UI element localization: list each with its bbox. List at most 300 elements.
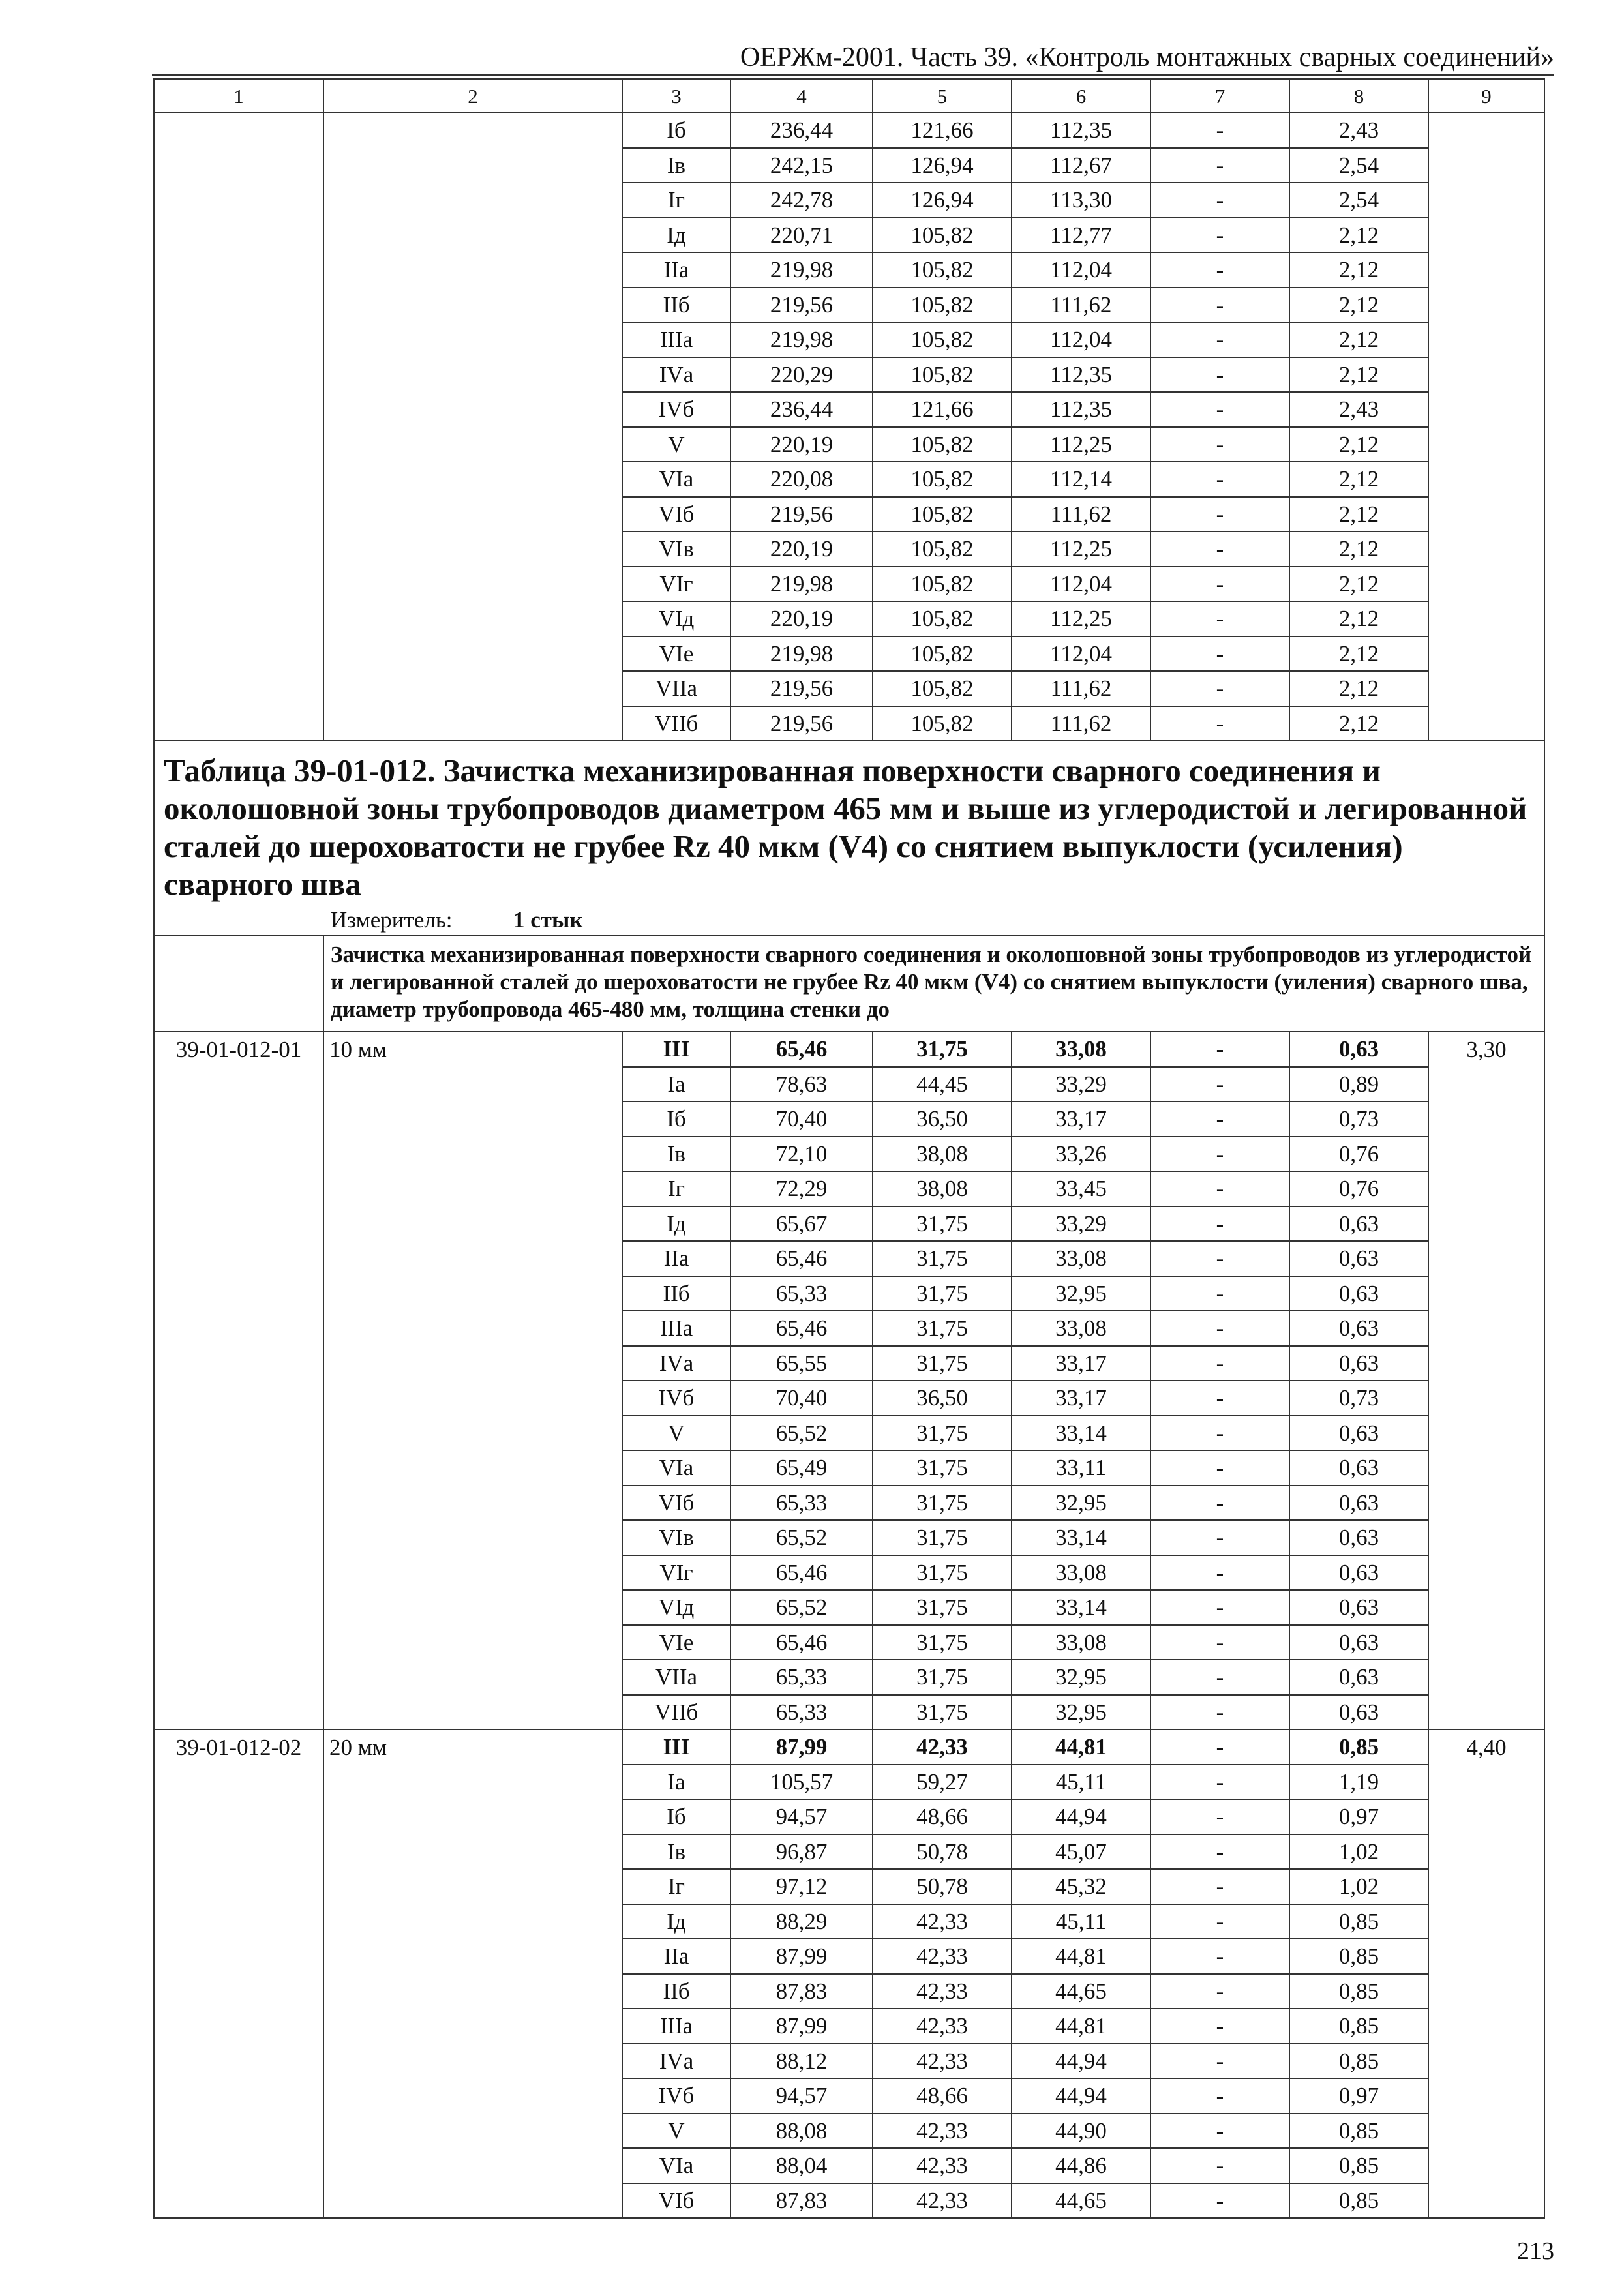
value-cell: 220,08 (730, 462, 873, 497)
value-cell: 88,04 (730, 2148, 873, 2183)
row-category: VIIа (622, 1660, 730, 1695)
row-category: IVа (622, 2044, 730, 2079)
value-cell: 0,63 (1289, 1486, 1428, 1521)
value-cell: - (1150, 288, 1289, 323)
value-cell: - (1150, 601, 1289, 636)
row-category: VIIа (622, 671, 730, 706)
column-number-row (154, 79, 1544, 113)
value-cell: - (1150, 1869, 1289, 1904)
row-category: Iг (622, 183, 730, 218)
value-cell: 42,33 (873, 1974, 1012, 2009)
row-category: VIг (622, 1555, 730, 1591)
row-category: Iа (622, 1765, 730, 1800)
row-category: IIIа (622, 2009, 730, 2044)
value-cell: 44,86 (1012, 2148, 1150, 2183)
value-cell: - (1150, 1520, 1289, 1555)
value-cell: 219,56 (730, 288, 873, 323)
value-cell: 87,99 (730, 2009, 873, 2044)
value-cell: 36,50 (873, 1101, 1012, 1137)
value-cell: - (1150, 1660, 1289, 1695)
value-cell: - (1150, 427, 1289, 462)
value-cell: 42,33 (873, 2114, 1012, 2149)
column-number: 7 (1150, 79, 1289, 113)
value-cell: 2,12 (1289, 671, 1428, 706)
value-cell: 0,63 (1289, 1241, 1428, 1276)
value-cell: - (1150, 462, 1289, 497)
value-cell: 33,14 (1012, 1590, 1150, 1625)
column-number: 6 (1012, 79, 1150, 113)
value-cell: - (1150, 1765, 1289, 1800)
value-cell: 65,52 (730, 1520, 873, 1555)
value-cell: - (1150, 1101, 1289, 1137)
value-cell: 31,75 (873, 1520, 1012, 1555)
value-cell: 112,35 (1012, 392, 1150, 427)
value-cell: - (1150, 2183, 1289, 2219)
value-cell: - (1150, 1486, 1289, 1521)
table-title: Таблица 39-01-012. Зачистка механизированная поверхности сварного соединения и околошовной зоны трубопроводов диаметром 465 мм и выше из углеродистой и легированной сталей до шероховатости не грубее Rz 40 мкм (V4) со снятием выпуклости (усиления) сварного шва (164, 753, 1527, 902)
row-category: IVб (622, 2078, 730, 2114)
value-cell: 2,12 (1289, 322, 1428, 357)
value-cell: - (1150, 706, 1289, 741)
value-cell: 33,11 (1012, 1450, 1150, 1486)
row-category: Iг (622, 1171, 730, 1206)
value-cell: 72,10 (730, 1137, 873, 1172)
value-cell: 44,94 (1012, 2044, 1150, 2079)
row-category: IIб (622, 1276, 730, 1311)
value-cell: 2,12 (1289, 288, 1428, 323)
value-cell: 105,82 (873, 322, 1012, 357)
value-cell: 113,30 (1012, 183, 1150, 218)
value-cell: 42,33 (873, 2044, 1012, 2079)
value-cell: - (1150, 1625, 1289, 1660)
value-cell: 88,29 (730, 1904, 873, 1939)
value-cell: 0,85 (1289, 2148, 1428, 2183)
value-cell: 42,33 (873, 1939, 1012, 1974)
value-cell: 31,75 (873, 1206, 1012, 1242)
value-cell: 0,85 (1289, 1939, 1428, 1974)
description-code-empty (154, 935, 323, 1032)
value-cell: 31,75 (873, 1416, 1012, 1451)
value-cell: 219,56 (730, 706, 873, 741)
meter-value: 1 стык (513, 907, 583, 933)
row-category: IVа (622, 357, 730, 393)
value-cell: 50,78 (873, 1869, 1012, 1904)
row-category: VIIб (622, 1695, 730, 1730)
row-category: IVа (622, 1346, 730, 1381)
header-rule (152, 74, 1554, 76)
wall-thickness: 20 мм (323, 1729, 622, 2218)
value-cell: 0,85 (1289, 1974, 1428, 2009)
value-cell: 44,65 (1012, 1974, 1150, 2009)
value-cell: 42,33 (873, 2183, 1012, 2219)
value-cell: 112,14 (1012, 462, 1150, 497)
value-cell: 2,12 (1289, 462, 1428, 497)
value-cell: 2,54 (1289, 183, 1428, 218)
value-cell: 33,08 (1012, 1032, 1150, 1067)
value-cell: - (1150, 567, 1289, 602)
value-cell: 44,81 (1012, 1729, 1150, 1765)
value-cell: - (1150, 1241, 1289, 1276)
value-cell: 65,46 (730, 1555, 873, 1591)
value-cell: - (1150, 1137, 1289, 1172)
row-category: IIб (622, 1974, 730, 2009)
value-cell: 33,08 (1012, 1625, 1150, 1660)
wall-thickness: 10 мм (323, 1032, 622, 1729)
value-cell: 36,50 (873, 1381, 1012, 1416)
value-cell: 0,63 (1289, 1276, 1428, 1311)
value-cell: 44,81 (1012, 2009, 1150, 2044)
value-cell: - (1150, 1729, 1289, 1765)
value-cell: 44,90 (1012, 2114, 1150, 2149)
row-category: Iв (622, 1834, 730, 1870)
column-number: 3 (622, 79, 730, 113)
value-cell: 65,33 (730, 1695, 873, 1730)
value-cell: 219,56 (730, 497, 873, 532)
value-cell: 48,66 (873, 2078, 1012, 2114)
row-category: IVб (622, 392, 730, 427)
row-category: V (622, 2114, 730, 2149)
value-cell: - (1150, 1590, 1289, 1625)
value-cell: 111,62 (1012, 706, 1150, 741)
value-cell: 112,35 (1012, 113, 1150, 148)
value-cell: - (1150, 183, 1289, 218)
row-category: Iг (622, 1869, 730, 1904)
value-cell: 45,11 (1012, 1765, 1150, 1800)
column-number: 2 (323, 79, 622, 113)
value-cell: 105,82 (873, 288, 1012, 323)
value-cell: 2,12 (1289, 531, 1428, 567)
value-cell: 220,29 (730, 357, 873, 393)
value-cell: 87,99 (730, 1729, 873, 1765)
value-cell: 32,95 (1012, 1695, 1150, 1730)
value-cell: 112,25 (1012, 601, 1150, 636)
value-cell: 236,44 (730, 392, 873, 427)
value-cell: 32,95 (1012, 1276, 1150, 1311)
value-cell: 105,82 (873, 706, 1012, 741)
value-cell: 50,78 (873, 1834, 1012, 1870)
value-cell: 88,08 (730, 2114, 873, 2149)
value-cell: - (1150, 252, 1289, 288)
value-cell: 0,89 (1289, 1067, 1428, 1102)
value-cell: 2,12 (1289, 567, 1428, 602)
value-cell: 70,40 (730, 1101, 873, 1137)
row-category: VIб (622, 2183, 730, 2219)
column-number: 9 (1428, 79, 1544, 113)
value-cell: 31,75 (873, 1346, 1012, 1381)
running-header: ОЕРЖм-2001. Часть 39. «Контроль монтажных сварных соединений» (740, 42, 1554, 72)
row-category: VIд (622, 1590, 730, 1625)
row-category: VIа (622, 462, 730, 497)
value-cell: 2,12 (1289, 497, 1428, 532)
value-cell: 1,02 (1289, 1869, 1428, 1904)
value-cell: 31,75 (873, 1695, 1012, 1730)
value-cell: 0,63 (1289, 1032, 1428, 1067)
row-category: VIв (622, 1520, 730, 1555)
value-cell: 45,07 (1012, 1834, 1150, 1870)
value-cell: 31,75 (873, 1241, 1012, 1276)
column-number: 8 (1289, 79, 1428, 113)
value-cell: - (1150, 392, 1289, 427)
value-cell: 65,46 (730, 1311, 873, 1346)
value-cell: 0,63 (1289, 1660, 1428, 1695)
value-cell: 112,25 (1012, 427, 1150, 462)
value-cell: - (1150, 531, 1289, 567)
value-cell: 0,85 (1289, 2009, 1428, 2044)
column-number: 4 (730, 79, 873, 113)
page-number: 213 (1517, 2237, 1554, 2265)
value-cell: 65,33 (730, 1486, 873, 1521)
value-cell: 70,40 (730, 1381, 873, 1416)
row-category: V (622, 1416, 730, 1451)
value-cell: 111,62 (1012, 671, 1150, 706)
value-cell: 220,19 (730, 531, 873, 567)
value-cell: - (1150, 1032, 1289, 1067)
row-category: IIа (622, 1241, 730, 1276)
value-cell: 2,12 (1289, 636, 1428, 672)
row-category: IIIа (622, 1311, 730, 1346)
value-cell: - (1150, 1799, 1289, 1834)
value-cell: 105,82 (873, 497, 1012, 532)
value-cell: 0,63 (1289, 1416, 1428, 1451)
value-cell: 31,75 (873, 1276, 1012, 1311)
value-cell: 105,82 (873, 601, 1012, 636)
value-cell: 242,78 (730, 183, 873, 218)
value-cell: 65,55 (730, 1346, 873, 1381)
value-cell: 31,75 (873, 1660, 1012, 1695)
value-cell: - (1150, 1450, 1289, 1486)
value-cell: 0,63 (1289, 1520, 1428, 1555)
value-cell: 42,33 (873, 2009, 1012, 2044)
value-cell: 112,35 (1012, 357, 1150, 393)
rate-code: 39-01-012-02 (154, 1729, 323, 2218)
meter-label: Измеритель: (331, 907, 453, 933)
value-cell: 33,14 (1012, 1416, 1150, 1451)
value-cell: - (1150, 113, 1289, 148)
value-cell: 112,04 (1012, 567, 1150, 602)
value-cell: 105,82 (873, 531, 1012, 567)
value-cell: 33,08 (1012, 1311, 1150, 1346)
value-cell: 44,65 (1012, 2183, 1150, 2219)
value-cell: - (1150, 148, 1289, 183)
value-cell: 0,85 (1289, 1904, 1428, 1939)
value-cell: - (1150, 2114, 1289, 2149)
value-cell: 32,95 (1012, 1486, 1150, 1521)
value-cell: 112,04 (1012, 636, 1150, 672)
value-cell: 59,27 (873, 1765, 1012, 1800)
value-cell: 48,66 (873, 1799, 1012, 1834)
labor-norm: 3,30 (1428, 1032, 1544, 1729)
value-cell: 0,85 (1289, 2183, 1428, 2219)
value-cell: 0,63 (1289, 1695, 1428, 1730)
value-cell: 0,97 (1289, 1799, 1428, 1834)
value-cell: 0,63 (1289, 1206, 1428, 1242)
row-category: VIд (622, 601, 730, 636)
value-cell: 2,43 (1289, 392, 1428, 427)
value-cell: - (1150, 1346, 1289, 1381)
column-number: 5 (873, 79, 1012, 113)
row-category: IVб (622, 1381, 730, 1416)
row-category: Iв (622, 1137, 730, 1172)
value-cell: 112,04 (1012, 322, 1150, 357)
value-cell: 105,57 (730, 1765, 873, 1800)
row-category: IIIа (622, 322, 730, 357)
value-cell: 65,46 (730, 1032, 873, 1067)
value-cell: - (1150, 218, 1289, 253)
value-cell: 105,82 (873, 636, 1012, 672)
value-cell: 236,44 (730, 113, 873, 148)
value-cell: 0,76 (1289, 1171, 1428, 1206)
table-row (154, 1729, 1544, 1765)
value-cell: 0,73 (1289, 1381, 1428, 1416)
row-category: IIб (622, 288, 730, 323)
value-cell: - (1150, 1555, 1289, 1591)
meter (164, 906, 1539, 935)
value-cell: 2,43 (1289, 113, 1428, 148)
value-cell: - (1150, 1939, 1289, 1974)
row-category: VIIб (622, 706, 730, 741)
value-cell: - (1150, 636, 1289, 672)
value-cell: 65,67 (730, 1206, 873, 1242)
row-category: Iд (622, 218, 730, 253)
value-cell: 111,62 (1012, 497, 1150, 532)
value-cell: 105,82 (873, 462, 1012, 497)
value-cell: 65,49 (730, 1450, 873, 1486)
value-cell: 0,97 (1289, 2078, 1428, 2114)
value-cell: 112,25 (1012, 531, 1150, 567)
row-category: VIв (622, 531, 730, 567)
value-cell: 33,29 (1012, 1067, 1150, 1102)
value-cell: 0,76 (1289, 1137, 1428, 1172)
value-cell: 87,83 (730, 2183, 873, 2219)
value-cell: 33,45 (1012, 1171, 1150, 1206)
value-cell: 31,75 (873, 1311, 1012, 1346)
value-cell: 219,98 (730, 322, 873, 357)
row-category: VIе (622, 636, 730, 672)
value-cell: 2,12 (1289, 252, 1428, 288)
value-cell: 42,33 (873, 1729, 1012, 1765)
labor-norm: 4,40 (1428, 1729, 1544, 2218)
value-cell: - (1150, 2148, 1289, 2183)
value-cell: 87,83 (730, 1974, 873, 2009)
value-cell: 121,66 (873, 392, 1012, 427)
row-category: Iб (622, 113, 730, 148)
description-text: Зачистка механизированная поверхности сварного соединения и околошовной зоны трубопроводов из углеродистой и легированной сталей до шероховатости не грубее Rz 40 мкм (V4) со снятием выпуклости (уиления) сварного шва, диаметр трубопровода 465-480 мм, толщина стенки до (323, 935, 1544, 1032)
value-cell: 45,32 (1012, 1869, 1150, 1904)
value-cell: 0,85 (1289, 2044, 1428, 2079)
row-category: III (622, 1032, 730, 1067)
value-cell: 38,08 (873, 1137, 1012, 1172)
value-cell: 121,66 (873, 113, 1012, 148)
value-cell: 105,82 (873, 218, 1012, 253)
row-category: Iд (622, 1904, 730, 1939)
value-cell: 42,33 (873, 2148, 1012, 2183)
value-cell: 2,12 (1289, 357, 1428, 393)
value-cell: 33,17 (1012, 1101, 1150, 1137)
value-cell: 0,63 (1289, 1346, 1428, 1381)
value-cell: 220,19 (730, 427, 873, 462)
row-category: Iб (622, 1799, 730, 1834)
value-cell: 0,85 (1289, 1729, 1428, 1765)
value-cell: 219,98 (730, 252, 873, 288)
value-cell: 219,56 (730, 671, 873, 706)
row-category: VIа (622, 1450, 730, 1486)
value-cell: 33,17 (1012, 1381, 1150, 1416)
value-cell: 31,75 (873, 1032, 1012, 1067)
value-cell: - (1150, 1974, 1289, 2009)
value-cell: - (1150, 1171, 1289, 1206)
value-cell: 31,75 (873, 1590, 1012, 1625)
value-cell: 31,75 (873, 1450, 1012, 1486)
value-cell: - (1150, 2078, 1289, 2114)
value-cell: 65,33 (730, 1276, 873, 1311)
value-cell: 65,46 (730, 1241, 873, 1276)
rate-code: 39-01-012-01 (154, 1032, 323, 1729)
value-cell: 42,33 (873, 1904, 1012, 1939)
value-cell: 0,63 (1289, 1311, 1428, 1346)
value-cell: 2,12 (1289, 706, 1428, 741)
row-category: IIа (622, 1939, 730, 1974)
row-category: V (622, 427, 730, 462)
value-cell: 88,12 (730, 2044, 873, 2079)
row-category: VIа (622, 2148, 730, 2183)
value-cell: 242,15 (730, 148, 873, 183)
value-cell: 126,94 (873, 183, 1012, 218)
norm-cell-empty (1428, 113, 1544, 741)
value-cell: 0,63 (1289, 1625, 1428, 1660)
value-cell: - (1150, 1067, 1289, 1102)
row-category: VIб (622, 1486, 730, 1521)
value-cell: 105,82 (873, 427, 1012, 462)
value-cell: - (1150, 671, 1289, 706)
value-cell: 0,85 (1289, 2114, 1428, 2149)
row-category: Iа (622, 1067, 730, 1102)
value-cell: - (1150, 1206, 1289, 1242)
value-cell: 78,63 (730, 1067, 873, 1102)
value-cell: 219,98 (730, 636, 873, 672)
value-cell: 44,94 (1012, 1799, 1150, 1834)
value-cell: 0,73 (1289, 1101, 1428, 1137)
value-cell: 2,54 (1289, 148, 1428, 183)
column-number: 1 (154, 79, 323, 113)
value-cell: 45,11 (1012, 1904, 1150, 1939)
value-cell: 33,17 (1012, 1346, 1150, 1381)
value-cell: 33,29 (1012, 1206, 1150, 1242)
value-cell: - (1150, 1381, 1289, 1416)
value-cell: - (1150, 1311, 1289, 1346)
value-cell: 44,81 (1012, 1939, 1150, 1974)
value-cell: 105,82 (873, 252, 1012, 288)
value-cell: - (1150, 497, 1289, 532)
value-cell: - (1150, 322, 1289, 357)
value-cell: - (1150, 1834, 1289, 1870)
value-cell: 32,95 (1012, 1660, 1150, 1695)
rates-table (153, 78, 1545, 2219)
value-cell: 2,12 (1289, 218, 1428, 253)
value-cell: 94,57 (730, 1799, 873, 1834)
value-cell: 31,75 (873, 1555, 1012, 1591)
value-cell: - (1150, 2044, 1289, 2079)
value-cell: 220,19 (730, 601, 873, 636)
value-cell: - (1150, 2009, 1289, 2044)
table-row (154, 113, 1544, 148)
row-category: VIг (622, 567, 730, 602)
value-cell: 112,77 (1012, 218, 1150, 253)
row-category: Iв (622, 148, 730, 183)
value-cell: 65,33 (730, 1660, 873, 1695)
row-category: VIб (622, 497, 730, 532)
value-cell: 38,08 (873, 1171, 1012, 1206)
value-cell: 105,82 (873, 567, 1012, 602)
